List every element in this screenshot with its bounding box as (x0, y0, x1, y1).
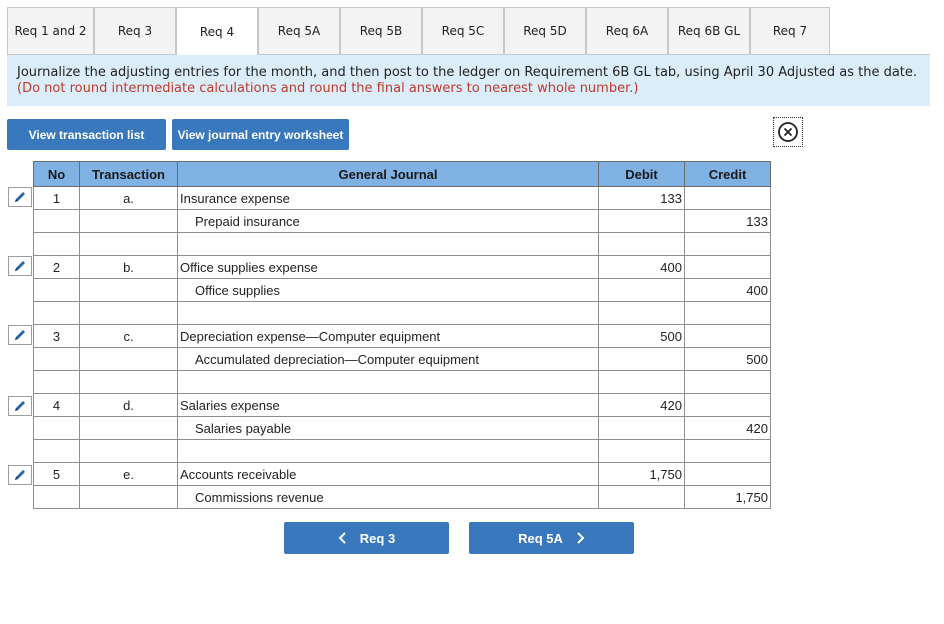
row-debit: 1,750 (599, 463, 685, 486)
table-row (34, 302, 771, 325)
edit-entry-3-button[interactable] (8, 325, 32, 345)
row-credit: 500 (685, 348, 771, 371)
row-credit (685, 187, 771, 210)
row-account (178, 302, 599, 325)
row-debit (599, 233, 685, 256)
row-debit (599, 440, 685, 463)
instruction-panel (7, 55, 930, 106)
row-account: Salaries expense (178, 394, 599, 417)
tab-req-5d[interactable]: Req 5D (504, 7, 586, 54)
row-debit (599, 371, 685, 394)
row-account: Accumulated depreciation—Computer equipment (178, 348, 599, 371)
edit-entry-5-button[interactable] (8, 465, 32, 485)
pencil-icon (12, 189, 28, 205)
table-row (34, 371, 771, 394)
row-no: 5 (34, 463, 80, 486)
row-account: Insurance expense (178, 187, 599, 210)
row-no: 4 (34, 394, 80, 417)
row-credit: 1,750 (685, 486, 771, 509)
table-row (34, 256, 771, 279)
row-debit (599, 279, 685, 302)
table-row (34, 463, 771, 486)
requirement-tabs (7, 7, 930, 55)
row-transaction: c. (80, 325, 178, 348)
row-credit: 133 (685, 210, 771, 233)
row-account: Commissions revenue (178, 486, 599, 509)
row-credit (685, 256, 771, 279)
edit-entry-1-button[interactable] (8, 187, 32, 207)
journal-rows (34, 187, 771, 509)
row-transaction (80, 371, 178, 394)
row-debit (599, 417, 685, 440)
row-transaction (80, 302, 178, 325)
row-account: Salaries payable (178, 417, 599, 440)
chevron-right-icon (575, 532, 585, 544)
table-row (34, 394, 771, 417)
header-general-journal: General Journal (178, 162, 599, 187)
row-debit (599, 486, 685, 509)
tab-req-3[interactable]: Req 3 (94, 7, 176, 54)
pencil-icon (12, 467, 28, 483)
header-no: No (34, 162, 80, 187)
row-transaction (80, 486, 178, 509)
row-account (178, 440, 599, 463)
view-journal-entry-worksheet-button[interactable]: View journal entry worksheet (172, 119, 349, 150)
row-debit: 420 (599, 394, 685, 417)
row-transaction: b. (80, 256, 178, 279)
row-no (34, 348, 80, 371)
row-account: Depreciation expense—Computer equipment (178, 325, 599, 348)
row-no: 2 (34, 256, 80, 279)
edit-entry-4-button[interactable] (8, 396, 32, 416)
table-row (34, 325, 771, 348)
header-debit: Debit (599, 162, 685, 187)
tab-req-6b-gl[interactable]: Req 6B GL (668, 7, 750, 54)
row-account: Prepaid insurance (178, 210, 599, 233)
close-button[interactable] (773, 117, 803, 147)
pencil-icon (12, 398, 28, 414)
row-credit (685, 440, 771, 463)
row-transaction (80, 279, 178, 302)
table-row (34, 210, 771, 233)
header-transaction: Transaction (80, 162, 178, 187)
tab-req-6a[interactable]: Req 6A (586, 7, 668, 54)
table-row (34, 233, 771, 256)
row-no (34, 302, 80, 325)
tab-req-4[interactable]: Req 4 (176, 7, 258, 55)
row-account (178, 371, 599, 394)
next-req-5a-button[interactable] (469, 522, 634, 554)
row-debit: 400 (599, 256, 685, 279)
table-row (34, 486, 771, 509)
instruction-text: Journalize the adjusting entries for the month, and then post to the ledger on Requirement 6B GL tab, using April 30 Adjusted as the date. (17, 65, 918, 80)
pencil-icon (12, 258, 28, 274)
row-credit: 420 (685, 417, 771, 440)
row-no (34, 440, 80, 463)
row-account: Office supplies (178, 279, 599, 302)
tab-req-5a[interactable]: Req 5A (258, 7, 340, 54)
row-credit (685, 302, 771, 325)
row-transaction (80, 440, 178, 463)
row-no (34, 486, 80, 509)
row-transaction (80, 233, 178, 256)
row-transaction: d. (80, 394, 178, 417)
view-transaction-list-button[interactable]: View transaction list (7, 119, 166, 150)
table-header-row (34, 162, 771, 187)
tab-req-7[interactable]: Req 7 (750, 7, 830, 54)
row-credit (685, 394, 771, 417)
row-credit: 400 (685, 279, 771, 302)
row-no (34, 371, 80, 394)
row-no (34, 210, 80, 233)
prev-button-label: Req 3 (359, 530, 396, 546)
row-transaction (80, 348, 178, 371)
row-debit (599, 302, 685, 325)
edit-entry-2-button[interactable] (8, 256, 32, 276)
table-row (34, 348, 771, 371)
row-account: Office supplies expense (178, 256, 599, 279)
row-account (178, 233, 599, 256)
header-credit: Credit (685, 162, 771, 187)
row-transaction: e. (80, 463, 178, 486)
row-no (34, 279, 80, 302)
row-no: 3 (34, 325, 80, 348)
row-debit: 500 (599, 325, 685, 348)
row-transaction: a. (80, 187, 178, 210)
table-row (34, 417, 771, 440)
instruction-note: (Do not round intermediate calculations and round the final answers to nearest whole number.) (17, 81, 639, 96)
tab-req-1-and-2[interactable]: Req 1 and 2 (7, 7, 94, 54)
table-row (34, 440, 771, 463)
row-debit (599, 210, 685, 233)
row-account: Accounts receivable (178, 463, 599, 486)
general-journal-table (33, 161, 771, 509)
row-credit (685, 463, 771, 486)
row-debit (599, 348, 685, 371)
row-no (34, 233, 80, 256)
pencil-icon (12, 327, 28, 343)
table-row (34, 279, 771, 302)
table-row (34, 187, 771, 210)
tab-req-5b[interactable]: Req 5B (340, 7, 422, 54)
row-transaction (80, 210, 178, 233)
prev-req-3-button[interactable] (284, 522, 449, 554)
row-credit (685, 371, 771, 394)
next-button-label: Req 5A (518, 530, 563, 546)
row-debit: 133 (599, 187, 685, 210)
row-credit (685, 325, 771, 348)
tab-req-5c[interactable]: Req 5C (422, 7, 504, 54)
chevron-left-icon (338, 532, 348, 544)
row-credit (685, 233, 771, 256)
close-circle-icon (777, 121, 799, 143)
row-no: 1 (34, 187, 80, 210)
row-transaction (80, 417, 178, 440)
row-no (34, 417, 80, 440)
